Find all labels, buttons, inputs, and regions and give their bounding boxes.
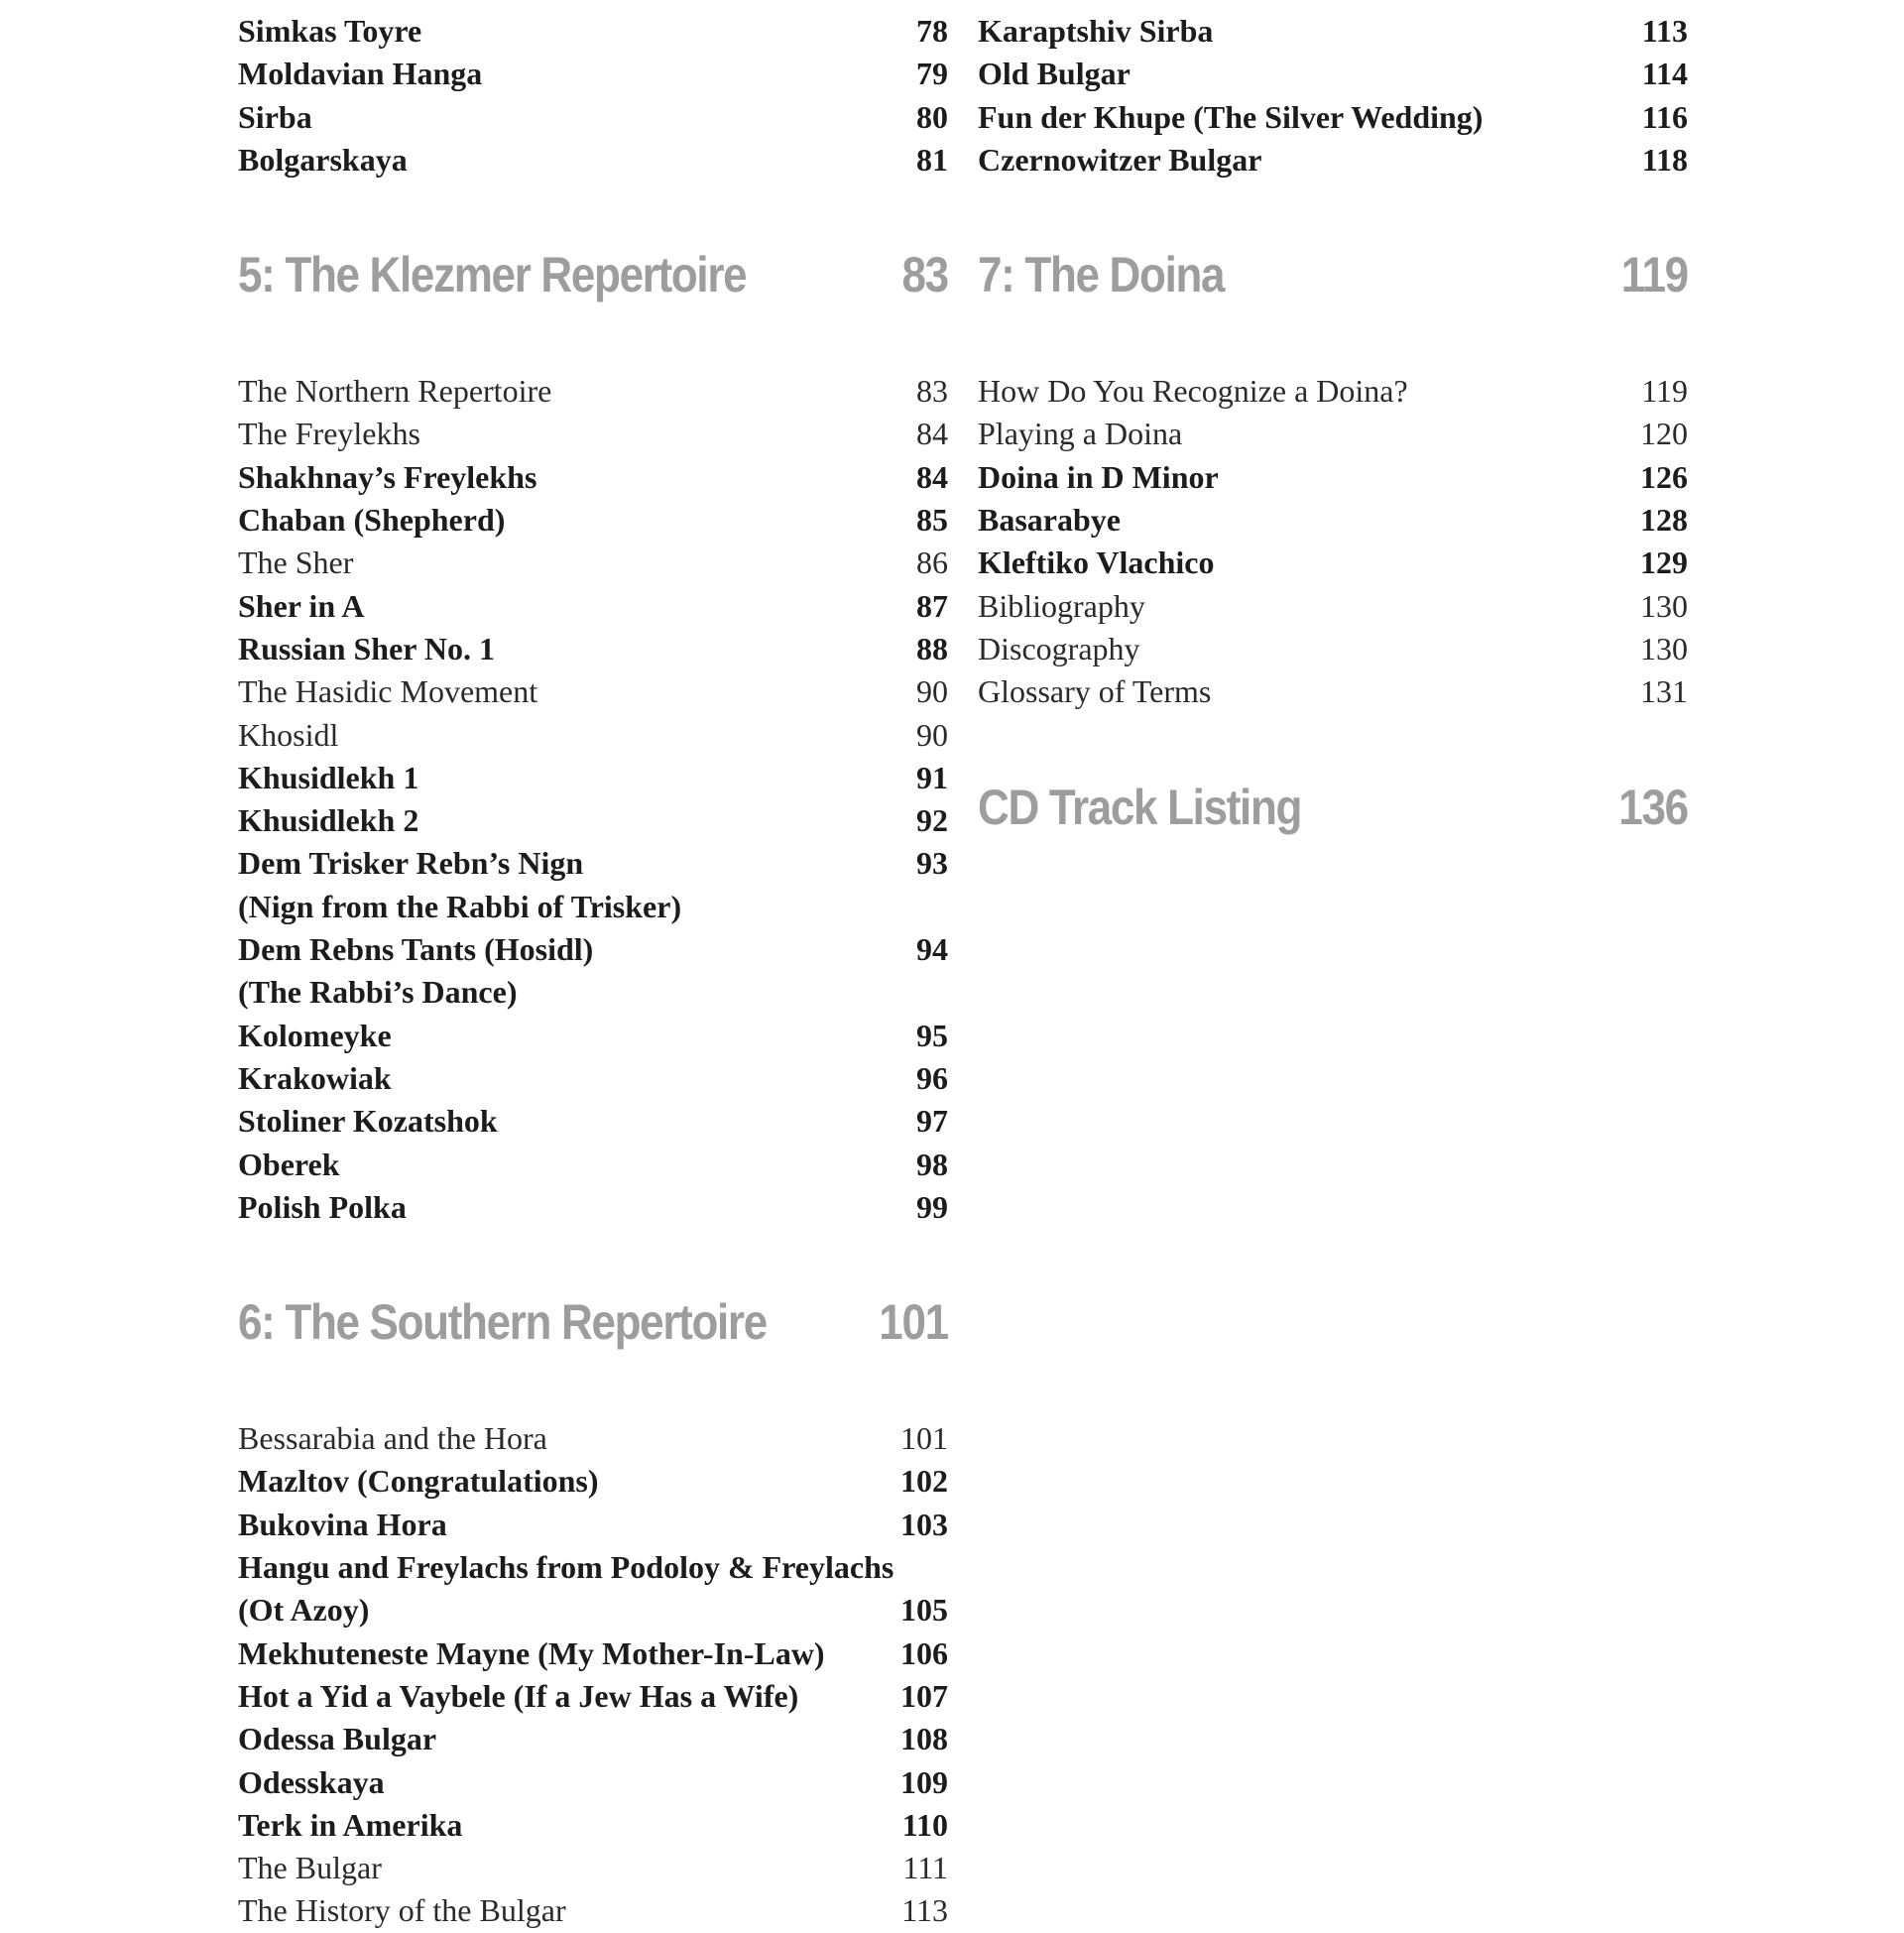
toc-entry-page: 126 <box>1640 458 1688 495</box>
toc-entry[interactable] <box>978 96 1688 139</box>
toc-entry-title: Bolgarskaya <box>238 141 408 178</box>
toc-entry-title: Moldavian Hanga <box>238 56 483 92</box>
toc-entry[interactable] <box>238 1589 948 1631</box>
toc-entry-page: 131 <box>1640 673 1688 710</box>
toc-entry[interactable] <box>978 370 1688 413</box>
toc-entry-title: Polish Polka <box>238 1188 407 1225</box>
toc-entry-title: Fun der Khupe (The Silver Wedding) <box>978 98 1484 135</box>
toc-entry[interactable] <box>238 1460 948 1503</box>
toc-entry[interactable] <box>238 1804 948 1847</box>
toc-entry-title: Hangu and Freylachs from Podoloy & Freylachs <box>238 1549 894 1586</box>
toc-entry-page: 111 <box>902 1850 948 1886</box>
toc-entry-page: 98 <box>916 1146 948 1182</box>
toc-entry-title: The Northern Repertoire <box>238 373 552 410</box>
toc-entry-title: How Do You Recognize a Doina? <box>978 373 1408 410</box>
toc-entry[interactable] <box>238 370 948 413</box>
toc-entry-page: 81 <box>916 141 948 178</box>
toc-entry-page: 103 <box>900 1506 948 1542</box>
toc-entry-page: 120 <box>1640 416 1688 452</box>
toc-entry[interactable] <box>978 53 1688 95</box>
toc-entry[interactable] <box>238 757 948 799</box>
toc-entry-page: 129 <box>1640 544 1688 581</box>
toc-group-top-left <box>238 10 948 181</box>
toc-entry-page: 78 <box>916 13 948 49</box>
toc-entry[interactable] <box>238 1675 948 1718</box>
toc-entry[interactable] <box>238 53 948 95</box>
toc-entry[interactable] <box>238 628 948 670</box>
toc-entry[interactable] <box>238 1057 948 1100</box>
toc-entry[interactable] <box>238 1761 948 1804</box>
toc-entry[interactable] <box>238 10 948 53</box>
section-title: 6: The Southern Repertoire <box>238 1294 767 1351</box>
toc-entry-title: Sher in A <box>238 587 365 624</box>
toc-entry-title: The History of the Bulgar <box>238 1892 566 1929</box>
toc-entry-title: Bukovina Hora <box>238 1506 447 1542</box>
toc-entry-title: Dem Rebns Tants (Hosidl) <box>238 931 594 968</box>
section-heading-southern-repertoire[interactable] <box>238 1292 948 1352</box>
section-heading-doina[interactable] <box>978 245 1688 304</box>
toc-right-column <box>978 10 1688 837</box>
section-title: CD Track Listing <box>978 779 1302 835</box>
toc-entry[interactable] <box>238 1417 948 1460</box>
toc-entry-title: The Hasidic Movement <box>238 673 538 710</box>
toc-entry-title: Oberek <box>238 1146 340 1182</box>
toc-entry-page: 94 <box>916 931 948 968</box>
section-title: 5: The Klezmer Repertoire <box>238 247 747 303</box>
toc-entry-page: 109 <box>900 1763 948 1800</box>
toc-entry-page: 79 <box>916 56 948 92</box>
toc-entry[interactable] <box>238 1847 948 1889</box>
toc-entry[interactable] <box>238 1015 948 1057</box>
toc-entry-page: 114 <box>1641 56 1688 92</box>
toc-entry-page: 119 <box>1641 373 1688 410</box>
toc-entry-title: The Sher <box>238 544 354 581</box>
toc-entry-title: Bessarabia and the Hora <box>238 1420 547 1457</box>
toc-entry-page: 101 <box>900 1420 948 1457</box>
section-heading-klezmer-repertoire[interactable] <box>238 245 948 304</box>
toc-entry-page: 102 <box>900 1463 948 1500</box>
toc-entry[interactable] <box>978 413 1688 455</box>
toc-entry-page: 113 <box>901 1892 948 1929</box>
toc-entry-title: (Nign from the Rabbi of Trisker) <box>238 888 682 924</box>
toc-entry[interactable] <box>978 670 1688 713</box>
toc-entry-page: 113 <box>1641 13 1688 49</box>
toc-group-southern-repertoire <box>238 1417 948 1933</box>
toc-entry[interactable] <box>978 585 1688 628</box>
toc-entry[interactable] <box>238 1186 948 1229</box>
toc-entry-title: The Bulgar <box>238 1850 382 1886</box>
toc-entry[interactable] <box>238 1546 948 1589</box>
toc-entry-page: 99 <box>916 1188 948 1225</box>
toc-entry-title: Terk in Amerika <box>238 1806 463 1843</box>
toc-entry[interactable] <box>978 499 1688 542</box>
toc-entry[interactable] <box>238 799 948 842</box>
toc-entry-page: 85 <box>916 502 948 539</box>
toc-entry-page: 128 <box>1640 502 1688 539</box>
toc-entry-title: Khusidlekh 1 <box>238 759 419 795</box>
toc-entry-page: 105 <box>900 1592 948 1629</box>
toc-entry[interactable] <box>238 1100 948 1143</box>
toc-entry-title: Karaptshiv Sirba <box>978 13 1214 49</box>
toc-entry[interactable] <box>238 714 948 757</box>
toc-entry-title: (Ot Azoy) <box>238 1592 370 1629</box>
toc-entry-title: Krakowiak <box>238 1059 392 1096</box>
toc-entry-page: 110 <box>901 1806 948 1843</box>
toc-entry-page: 80 <box>916 98 948 135</box>
toc-entry-title: Playing a Doina <box>978 416 1183 452</box>
toc-entry-title: Discography <box>978 630 1140 666</box>
toc-entry-page: 130 <box>1640 587 1688 624</box>
toc-entry[interactable] <box>978 542 1688 584</box>
toc-entry-page: 96 <box>916 1059 948 1096</box>
toc-entry-page: 84 <box>916 458 948 495</box>
toc-entry-title: Russian Sher No. 1 <box>238 630 496 666</box>
toc-entry-page: 106 <box>900 1634 948 1671</box>
toc-entry-title: Bibliography <box>978 587 1145 624</box>
toc-entry[interactable] <box>238 96 948 139</box>
toc-entry[interactable] <box>978 628 1688 670</box>
toc-entry-title: Shakhnay’s Freylekhs <box>238 458 537 495</box>
toc-entry-title: Czernowitzer Bulgar <box>978 141 1262 178</box>
toc-entry[interactable] <box>238 842 948 885</box>
toc-entry-page: 108 <box>900 1721 948 1757</box>
toc-entry[interactable] <box>238 971 948 1014</box>
toc-entry-title: Doina in D Minor <box>978 458 1219 495</box>
toc-entry[interactable] <box>238 670 948 713</box>
section-page: 83 <box>901 247 948 303</box>
toc-entry-title: Kleftiko Vlachico <box>978 544 1215 581</box>
section-heading-cd-track-listing[interactable] <box>978 778 1688 837</box>
toc-entry-title: Khosidl <box>238 716 339 753</box>
toc-entry[interactable] <box>238 886 948 928</box>
toc-entry[interactable] <box>238 1504 948 1546</box>
toc-group-klezmer-repertoire <box>238 370 948 1229</box>
toc-entry-page: 116 <box>1641 98 1688 135</box>
toc-entry-page: 107 <box>900 1677 948 1714</box>
toc-entry[interactable] <box>978 139 1688 181</box>
toc-entry-title: Glossary of Terms <box>978 673 1212 710</box>
toc-entry-page: 118 <box>1641 141 1688 178</box>
toc-entry-page: 90 <box>916 716 948 753</box>
section-page: 101 <box>879 1294 948 1351</box>
toc-entry-title: Dem Trisker Rebn’s Nign <box>238 845 584 882</box>
toc-entry[interactable] <box>978 456 1688 499</box>
section-page: 119 <box>1620 247 1688 303</box>
toc-entry[interactable] <box>238 1144 948 1186</box>
toc-entry[interactable] <box>238 928 948 971</box>
toc-entry[interactable] <box>238 585 948 628</box>
toc-entry-page: 93 <box>916 845 948 882</box>
toc-entry-title: The Freylekhs <box>238 416 420 452</box>
toc-entry-page: 83 <box>916 373 948 410</box>
toc-entry[interactable] <box>238 1718 948 1760</box>
toc-entry-title: Old Bulgar <box>978 56 1130 92</box>
toc-entry-title: Kolomeyke <box>238 1017 392 1053</box>
toc-entry[interactable] <box>238 456 948 499</box>
toc-entry[interactable] <box>978 10 1688 53</box>
toc-left-column <box>238 10 948 1933</box>
toc-entry-page: 88 <box>916 630 948 666</box>
toc-entry[interactable] <box>238 542 948 584</box>
toc-group-doina <box>978 370 1688 713</box>
toc-entry[interactable] <box>238 1889 948 1932</box>
section-page: 136 <box>1618 779 1688 835</box>
toc-group-top-right <box>978 10 1688 181</box>
toc-entry-title: Simkas Toyre <box>238 13 422 49</box>
toc-entry[interactable] <box>238 1632 948 1675</box>
toc-entry-title: Sirba <box>238 98 312 135</box>
toc-entry-page: 91 <box>916 759 948 795</box>
toc-entry-title: Hot a Yid a Vaybele (If a Jew Has a Wife) <box>238 1677 799 1714</box>
toc-entry-page: 95 <box>916 1017 948 1053</box>
toc-entry-page: 86 <box>916 544 948 581</box>
toc-entry-page: 130 <box>1640 630 1688 666</box>
toc-entry-title: Chaban (Shepherd) <box>238 502 506 539</box>
toc-entry-title: Odessa Bulgar <box>238 1721 437 1757</box>
toc-entry-title: (The Rabbi’s Dance) <box>238 974 518 1011</box>
toc-entry-page: 87 <box>916 587 948 624</box>
toc-entry[interactable] <box>238 413 948 455</box>
toc-entry-page: 90 <box>916 673 948 710</box>
toc-entry-title: Mazltov (Congratulations) <box>238 1463 599 1500</box>
toc-entry-title: Odesskaya <box>238 1763 385 1800</box>
toc-entry-title: Stoliner Kozatshok <box>238 1103 498 1140</box>
toc-entry-page: 97 <box>916 1103 948 1140</box>
section-title: 7: The Doina <box>978 247 1225 303</box>
toc-entry-title: Khusidlekh 2 <box>238 802 419 839</box>
toc-entry[interactable] <box>238 139 948 181</box>
toc-entry-page: 84 <box>916 416 948 452</box>
toc-entry-title: Basarabye <box>978 502 1121 539</box>
toc-entry-title: Mekhuteneste Mayne (My Mother-In-Law) <box>238 1634 825 1671</box>
toc-entry-page: 92 <box>916 802 948 839</box>
toc-entry[interactable] <box>238 499 948 542</box>
